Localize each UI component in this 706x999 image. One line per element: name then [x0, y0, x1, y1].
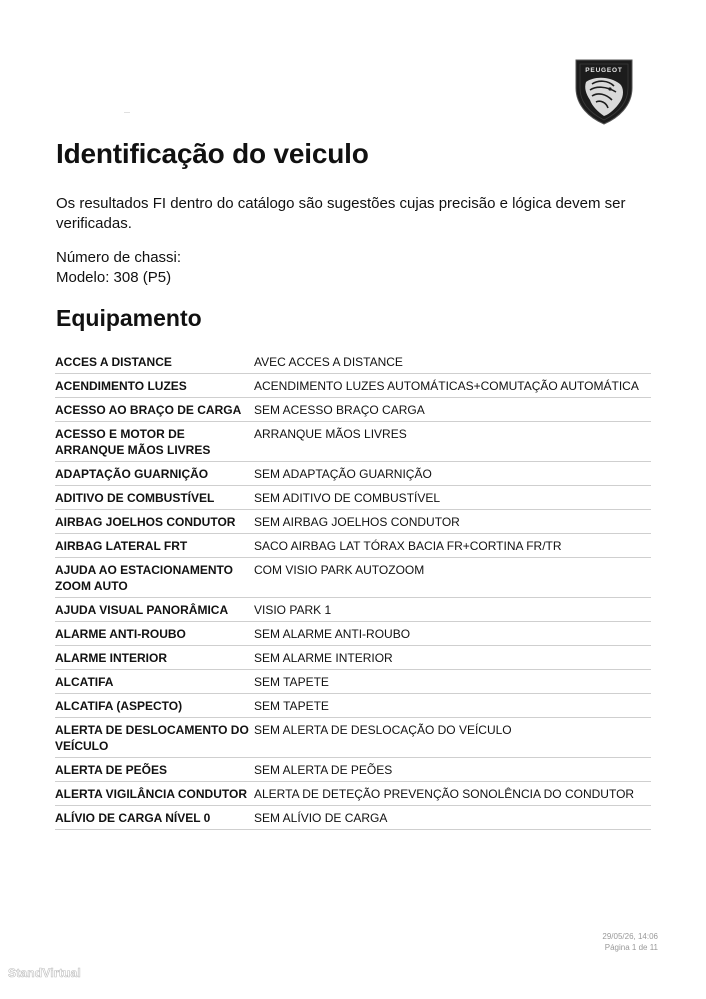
logo-text: PEUGEOT — [585, 67, 623, 74]
table-row — [55, 598, 651, 622]
peugeot-lion-shield-icon — [572, 58, 636, 126]
equipment-value: VISIO PARK 1 — [254, 598, 651, 622]
equipment-key: ACESSO E MOTOR DE ARRANQUE MÃOS LIVRES — [55, 422, 254, 462]
table-row — [55, 510, 651, 534]
equipment-value: SEM ACESSO BRAÇO CARGA — [254, 398, 651, 422]
table-row — [55, 398, 651, 422]
table-row — [55, 694, 651, 718]
equipment-value: ALERTA DE DETEÇÃO PREVENÇÃO SONOLÊNCIA DO CONDUTOR — [254, 782, 651, 806]
equipment-key: ALCATIFA (ASPECTO) — [55, 694, 254, 718]
section-title: Equipamento — [56, 305, 202, 331]
table-row — [55, 806, 651, 830]
table-row — [55, 718, 651, 758]
equipment-value: SEM AIRBAG JOELHOS CONDUTOR — [254, 510, 651, 534]
table-row — [55, 622, 651, 646]
equipment-key: ALARME INTERIOR — [55, 646, 254, 670]
equipment-value: SEM TAPETE — [254, 694, 651, 718]
equipment-value: SEM ADITIVO DE COMBUSTÍVEL — [254, 486, 651, 510]
equipment-value: SEM ADAPTAÇÃO GUARNIÇÃO — [254, 462, 651, 486]
table-row — [55, 558, 651, 598]
footer-page-number: Página 1 de 11 — [604, 943, 658, 952]
equipment-key: ACESSO AO BRAÇO DE CARGA — [55, 398, 254, 422]
equipment-table — [55, 350, 651, 830]
equipment-key: ALARME ANTI-ROUBO — [55, 622, 254, 646]
table-row — [55, 462, 651, 486]
equipment-value: ACENDIMENTO LUZES AUTOMÁTICAS+COMUTAÇÃO AUTOMÁTICA — [254, 374, 651, 398]
table-row — [55, 782, 651, 806]
equipment-key: AJUDA AO ESTACIONAMENTO ZOOM AUTO — [55, 558, 254, 598]
table-row — [55, 350, 651, 374]
equipment-value: AVEC ACCES A DISTANCE — [254, 350, 651, 374]
model-label: Modelo: 308 (P5) — [56, 269, 172, 286]
equipment-key: ALERTA DE PEÕES — [55, 758, 254, 782]
equipment-value: SEM TAPETE — [254, 670, 651, 694]
equipment-key: AJUDA VISUAL PANORÂMICA — [55, 598, 254, 622]
equipment-key: ADAPTAÇÃO GUARNIÇÃO — [55, 462, 254, 486]
equipment-value: ARRANQUE MÃOS LIVRES — [254, 422, 651, 462]
equipment-value: SEM ALARME INTERIOR — [254, 646, 651, 670]
decorative-mark: — — [124, 110, 130, 116]
equipment-value: SACO AIRBAG LAT TÓRAX BACIA FR+CORTINA FR/TR — [254, 534, 651, 558]
table-row — [55, 486, 651, 510]
equipment-value: COM VISIO PARK AUTOZOOM — [254, 558, 651, 598]
watermark: StandVirtual — [8, 966, 81, 980]
equipment-key: ALERTA VIGILÂNCIA CONDUTOR — [55, 782, 254, 806]
intro-text: Os resultados FI dentro do catálogo são sugestões cujas precisão e lógica devem ser verificadas. — [56, 195, 626, 232]
equipment-value: SEM ALERTA DE PEÕES — [254, 758, 651, 782]
equipment-value: SEM ALÍVIO DE CARGA — [254, 806, 651, 830]
page-footer — [602, 931, 658, 953]
table-row — [55, 670, 651, 694]
page-title: Identificação do veiculo — [56, 138, 369, 169]
equipment-key: ALÍVIO DE CARGA NÍVEL 0 — [55, 806, 254, 830]
table-row — [55, 758, 651, 782]
table-row — [55, 374, 651, 398]
footer-datetime: 29/05/26, 14:06 — [602, 932, 658, 941]
chassis-label: Número de chassi: — [56, 249, 182, 266]
equipment-key: AIRBAG LATERAL FRT — [55, 534, 254, 558]
table-row — [55, 422, 651, 462]
table-row — [55, 646, 651, 670]
equipment-key: ADITIVO DE COMBUSTÍVEL — [55, 486, 254, 510]
equipment-key: ACENDIMENTO LUZES — [55, 374, 254, 398]
equipment-key: ACCES A DISTANCE — [55, 350, 254, 374]
vehicle-meta — [56, 248, 181, 288]
equipment-key: AIRBAG JOELHOS CONDUTOR — [55, 510, 254, 534]
equipment-key: ALCATIFA — [55, 670, 254, 694]
equipment-value: SEM ALERTA DE DESLOCAÇÃO DO VEÍCULO — [254, 718, 651, 758]
table-row — [55, 534, 651, 558]
equipment-value: SEM ALARME ANTI-ROUBO — [254, 622, 651, 646]
equipment-key: ALERTA DE DESLOCAMENTO DO VEÍCULO — [55, 718, 254, 758]
